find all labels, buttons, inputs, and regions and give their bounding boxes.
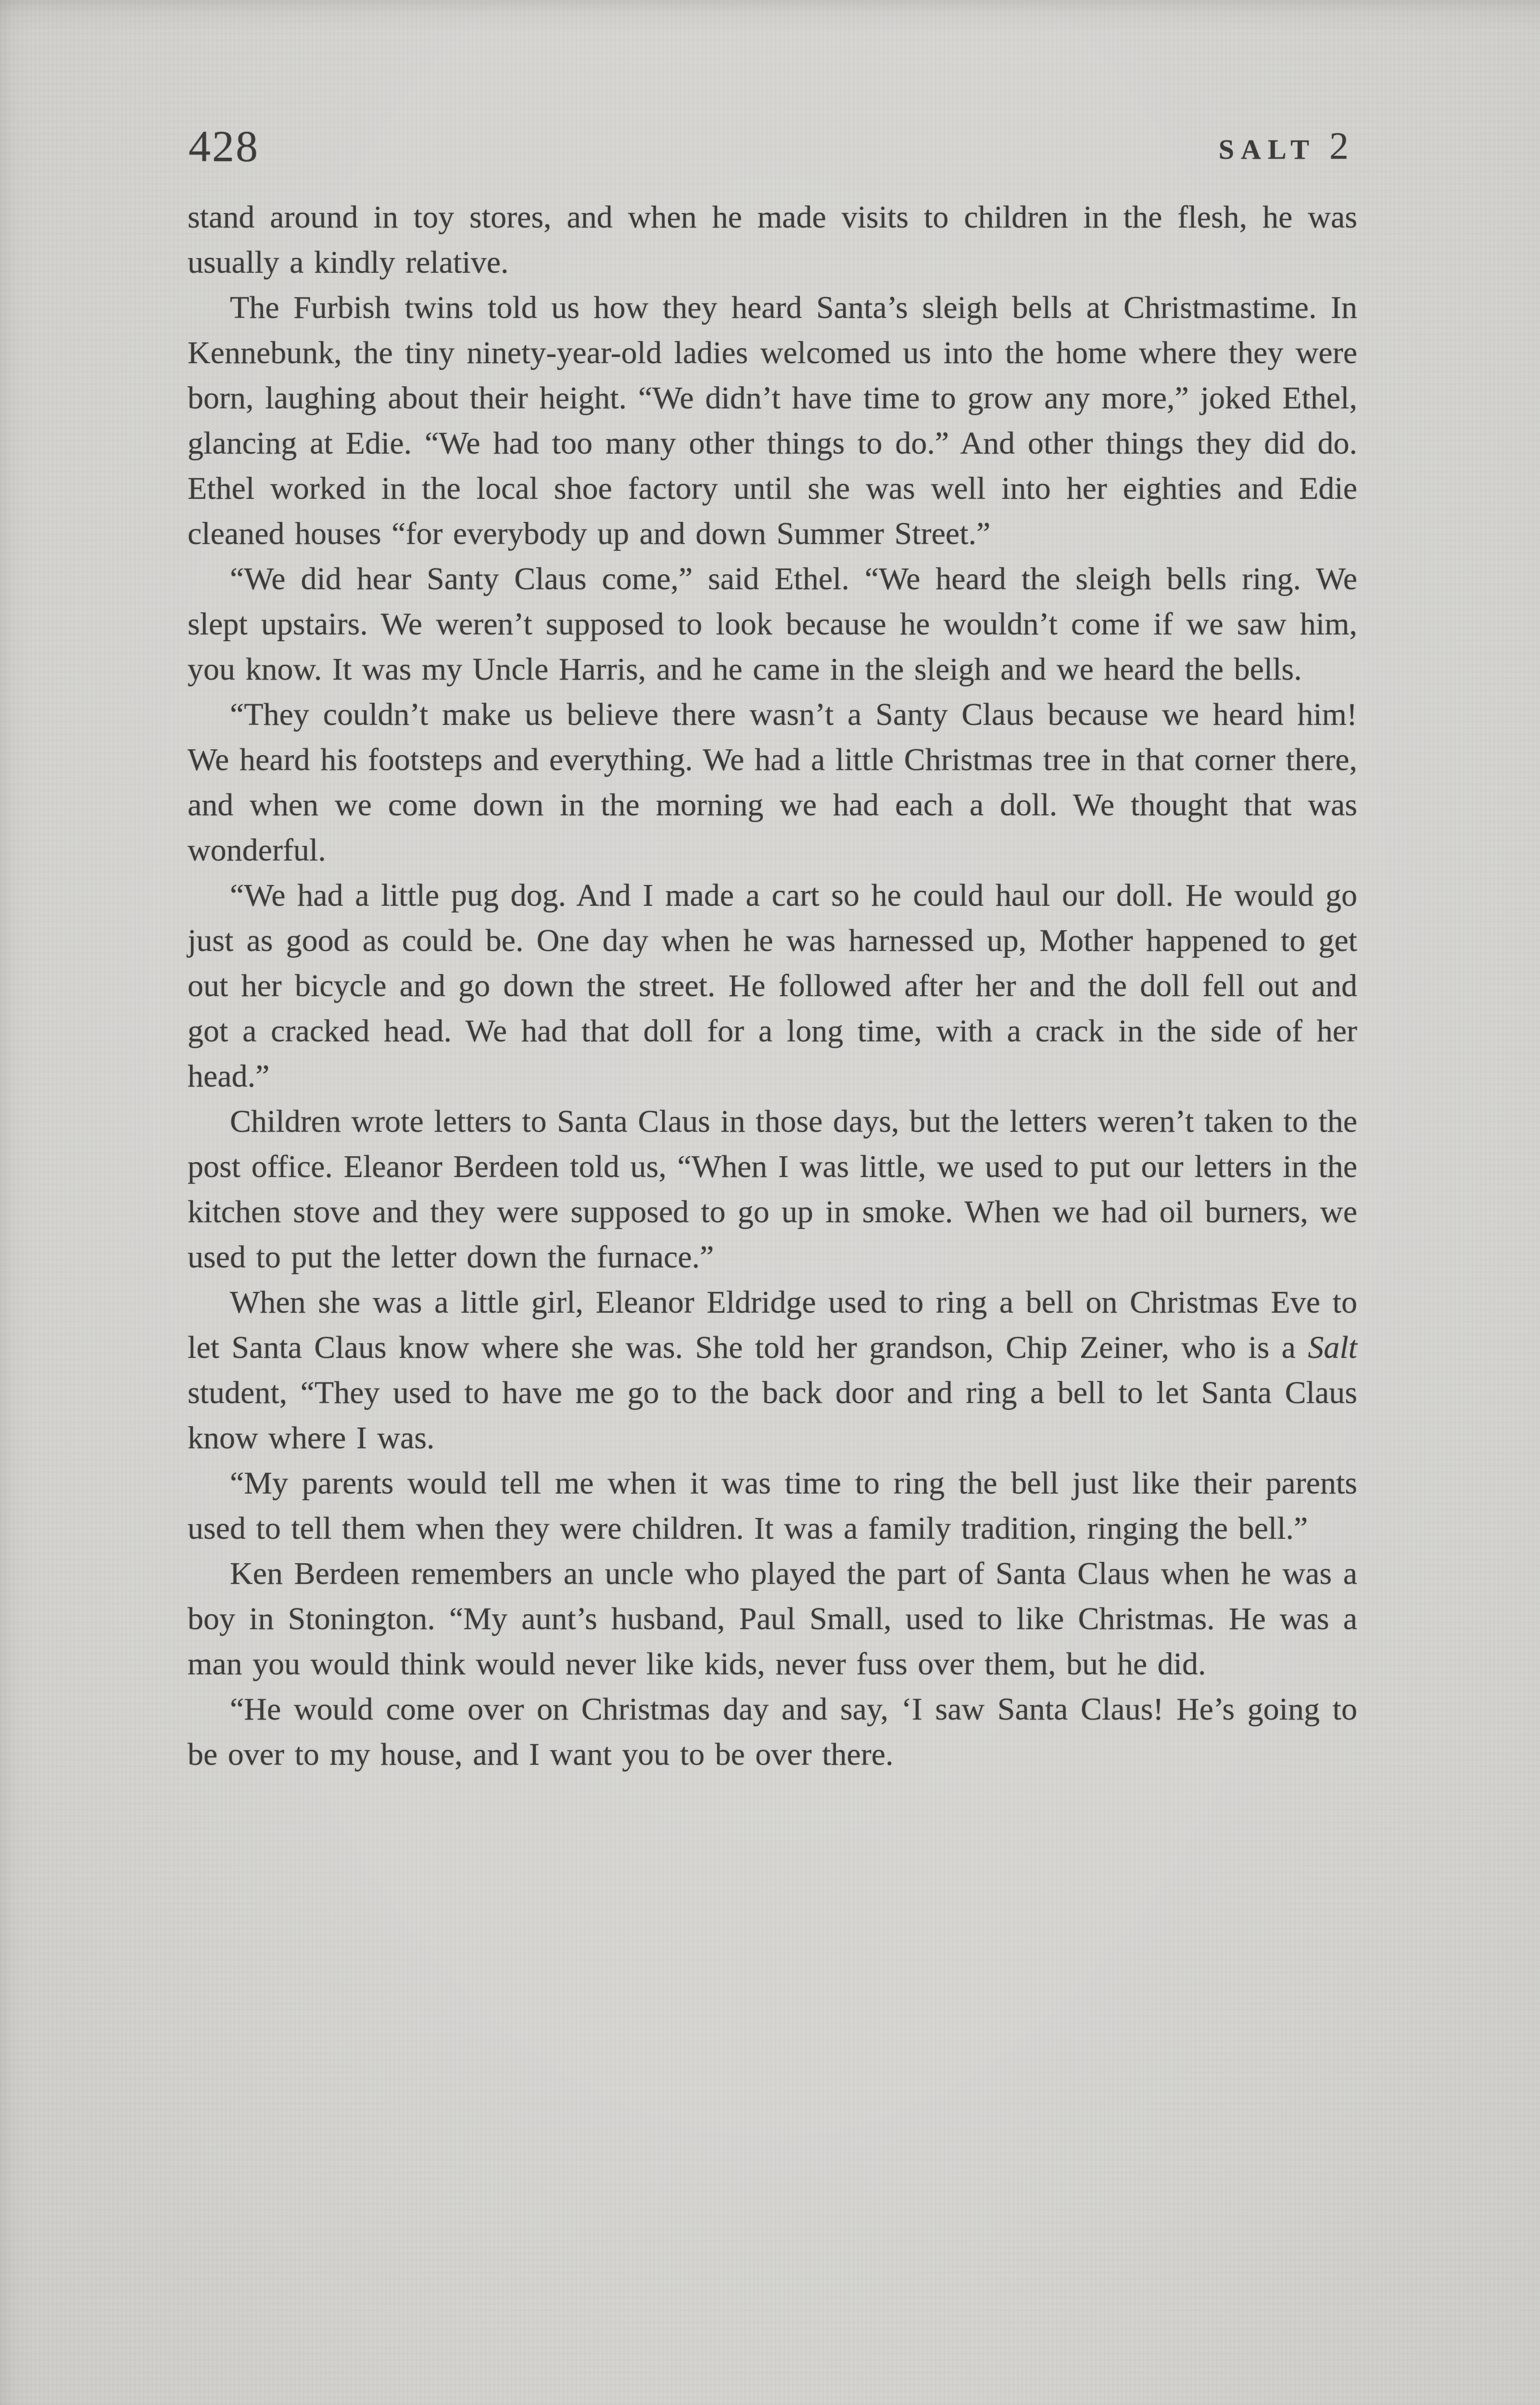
running-head-volume-number: 2: [1329, 125, 1349, 167]
paragraph: [188, 873, 1357, 1099]
text-run: Children wrote letters to Santa Claus in those days, but the letters weren’t taken to the post office. Eleanor Berdeen told us, “When I was little, we used to put our letters in the kitchen stove and they were supposed to go up in smoke. When we had oil burners, we used to put the letter down the furnace.”: [188, 1104, 1357, 1275]
text-run: “They couldn’t make us believe there wasn’t a Santy Claus because we heard him! We heard his footsteps and everything. We had a little Christmas tree in that corner there, and when we come down in the morning we had each a doll. We thought that was wonderful.: [188, 697, 1357, 868]
italic-text-run: Salt: [1308, 1330, 1357, 1365]
text-run: “We did hear Santy Claus come,” said Ethel. “We heard the sleigh bells ring. We slept upstairs. We weren’t supposed to look because he wouldn’t come if we saw him, you know. It was my Uncle Harris, and he came in the sleigh and we heard the bells.: [188, 561, 1357, 687]
text-run: When she was a little girl, Eleanor Eldridge used to ring a bell on Christmas Eve to let Santa Claus know where she was. She told her grandson, Chip Zeiner, who is a: [188, 1285, 1357, 1365]
paragraph: [188, 1687, 1357, 1777]
text-run: “My parents would tell me when it was time to ring the bell just like their parents used to tell them when they were children. It was a family tradition, ringing the bell.”: [188, 1466, 1357, 1546]
paragraph: [188, 1551, 1357, 1687]
paragraph: [188, 692, 1357, 873]
running-head-title: SALT: [1218, 134, 1316, 165]
page-number: 428: [189, 122, 259, 171]
paragraph: [188, 1461, 1357, 1551]
page-body: [188, 195, 1357, 1777]
text-run: “He would come over on Christmas day and say, ‘I saw Santa Claus! He’s going to be over to my house, and I want you to be over there.: [188, 1692, 1357, 1772]
paragraph: [188, 557, 1357, 692]
text-run: “We had a little pug dog. And I made a cart so he could haul our doll. He would go just as good as could be. One day when he was harnessed up, Mother happened to get out her bicycle and go down the street. He followed after her and the doll fell out and got a cracked head. We had that doll for a long time, with a crack in the side of her head.”: [188, 878, 1357, 1094]
running-head: [1219, 127, 1349, 165]
paragraph: [188, 1099, 1357, 1280]
paragraph: [188, 1280, 1357, 1461]
text-run: stand around in toy stores, and when he made visits to children in the flesh, he was usually a kindly relative.: [188, 200, 1357, 280]
paragraph: [188, 285, 1357, 557]
text-run: The Furbish twins told us how they heard Santa’s sleigh bells at Christmastime. In Kennebunk, the tiny ninety-year-old ladies welcomed us into the home where they were born, laughing about their height. “We didn’t have time to grow any more,” joked Ethel, glancing at Edie. “We had too many other things to do.” And other things they did do. Ethel worked in the local shoe factory until she was well into her eighties and Edie cleaned houses “for everybody up and down Summer Street.”: [188, 290, 1357, 551]
text-run: student, “They used to have me go to the back door and ring a bell to let Santa Claus know where I was.: [188, 1375, 1357, 1456]
text-run: Ken Berdeen remembers an uncle who played the part of Santa Claus when he was a boy in Stonington. “My aunt’s husband, Paul Small, used to like Christmas. He was a man you would think would never like kids, never fuss over them, but he did.: [188, 1556, 1357, 1682]
paragraph: [188, 195, 1357, 285]
